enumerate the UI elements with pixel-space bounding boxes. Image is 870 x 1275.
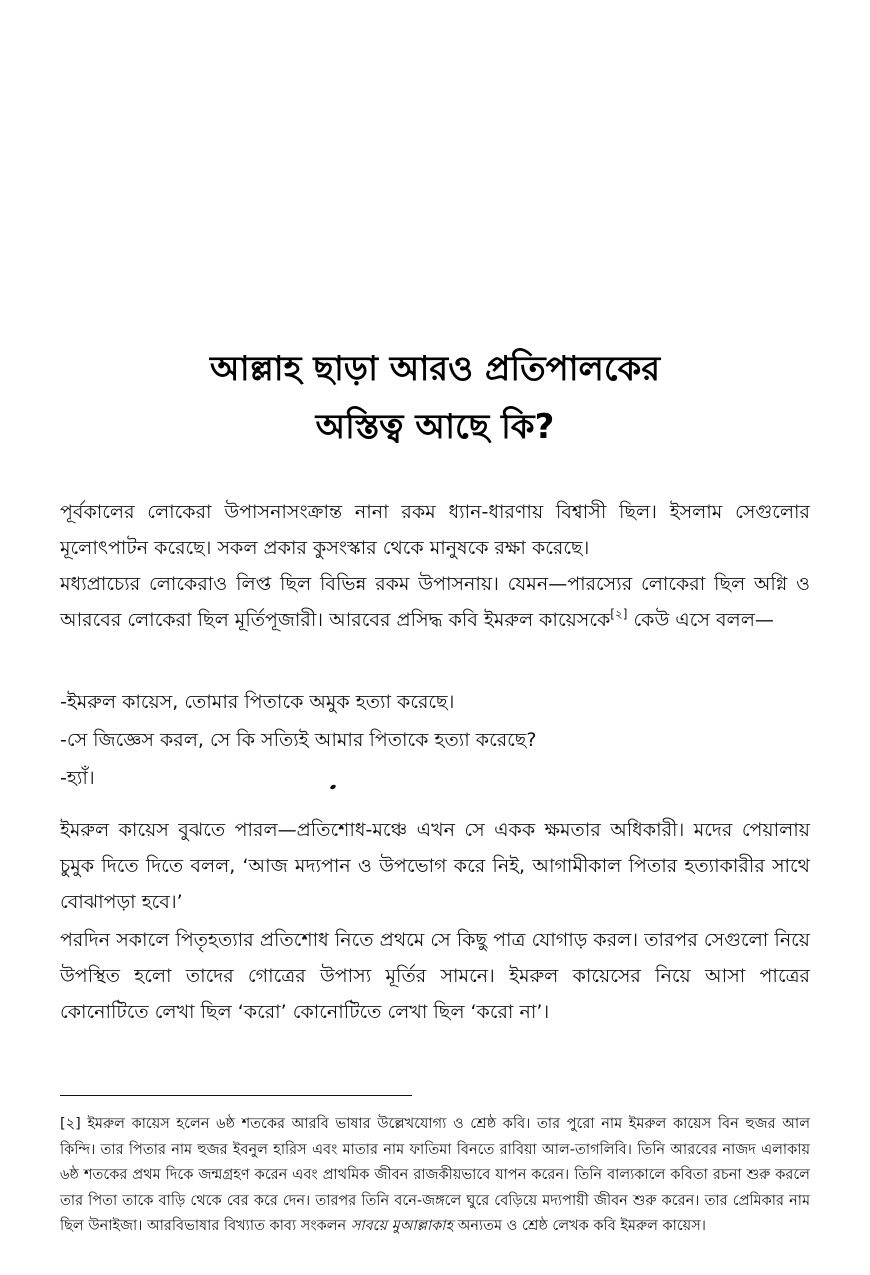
chapter-title-line-1: আল্লাহ ছাড়া আরও প্রতিপালকের: [209, 349, 661, 389]
chapter-title-line-2: অস্তিত্ব আছে কি?: [315, 407, 555, 447]
footnote: [60, 1112, 810, 1240]
paragraph-3: ইমরুল কায়েস বুঝতে পারল—প্রতিশোধ-মঞ্চে এখন সে একক ক্ষমতার অধিকারী। মদের পেয়ালায় চুমুক দিতে দিতে বলল, ‘আজ মদ্যপান ও উপভোগ করে নিই, আগামীকাল পিতার হত্যাকারীর সাথে বোঝাপড়া হবে।’: [60, 819, 810, 913]
dialogue-line-2: -সে জিজ্ঞেস করল, সে কি সত্যিই আমার পিতাকে হত্যা করেছে?: [60, 729, 537, 751]
footnote-text-end: অন্যতম ও শ্রেষ্ঠ লেখক কবি ইমরুল কায়েস।: [453, 1218, 706, 1234]
paragraph-4: পরদিন সকালে পিতৃহত্যার প্রতিশোধ নিতে প্রথমে সে কিছু পাত্র যোগাড় করল। তারপর সেগুলো নিয়ে উপস্থিত হলো তাদের গোত্রের উপাস্য মূর্তির সামনে। ইমরুল কায়েসের নিয়ে আসা পাত্রের কোনোটিতে লেখা ছিল ‘করো’ কোনোটিতে লেখা ছিল ‘করো না’।: [60, 929, 810, 1023]
dialogue-line-3: -হ্যাঁ।: [60, 767, 95, 789]
paragraph-2-text: মধ্যপ্রাচ্যের লোকেরাও লিপ্ত ছিল বিভিন্ন রকম উপাসনায়। যেমন—পারস্যের লোকেরা ছিল অগ্নি ও আরবের লোকেরা ছিল মূর্তিপূজারী। আরবের প্রসিদ্ধ কবি ইমরুল কায়েসকে: [60, 573, 810, 631]
paragraph-2: [60, 566, 810, 638]
footnote-text: [২] ইমরুল কায়েস হলেন ৬ষ্ঠ শতকের আরবি ভাষার উল্লেখযোগ্য ও শ্রেষ্ঠ কবি। তার পুরো নাম ইমরুল কায়েস বিন হুজর আল কিন্দি। তার পিতার নাম হুজর ইবনুল হারিস এবং মাতার নাম ফাতিমা বিনতে রাবিয়া আল-তাগলিবি। তিনি আরবের নাজদ এলাকায় ৬ষ্ঠ শতকের প্রথম দিকে জন্মগ্রহণ করেন এবং প্রাথমিক জীবন রাজকীয়ভাবে যাপন করেন। তিনি বাল্যকালে কবিতা রচনা শুরু করলে তার পিতা তাকে বাড়ি থেকে বের করে দেন। তারপর তিনি বনে-জঙ্গলে ঘুরে বেড়িয়ে মদ্যপায়ী জীবন শুরু করেন। তার প্রেমিকার নাম ছিল উনাইজা। আরবিভাষার বিখ্যাত কাব্য সংকলন: [60, 1116, 810, 1234]
footnote-separator-rule: [60, 1095, 412, 1096]
paragraph-1: পূর্বকালের লোকেরা উপাসনাসংক্রান্ত নানা রকম ধ্যান-ধারণায় বিশ্বাসী ছিল। ইসলাম সেগুলোর মূলোৎপাটন করেছে। সকল প্রকার কুসংস্কার থেকে মানুষকে রক্ষা করেছে।: [60, 501, 810, 559]
dialogue-line-1: -ইমরুল কায়েস, তোমার পিতাকে অমুক হত্যা করেছে।: [60, 691, 455, 713]
paragraph-2-tail: কেউ এসে বলল—: [627, 609, 774, 631]
footnote-reference: [২]: [610, 607, 628, 621]
footnote-italic-title: সাবয়ে মুআল্লাকাহ: [350, 1218, 454, 1234]
